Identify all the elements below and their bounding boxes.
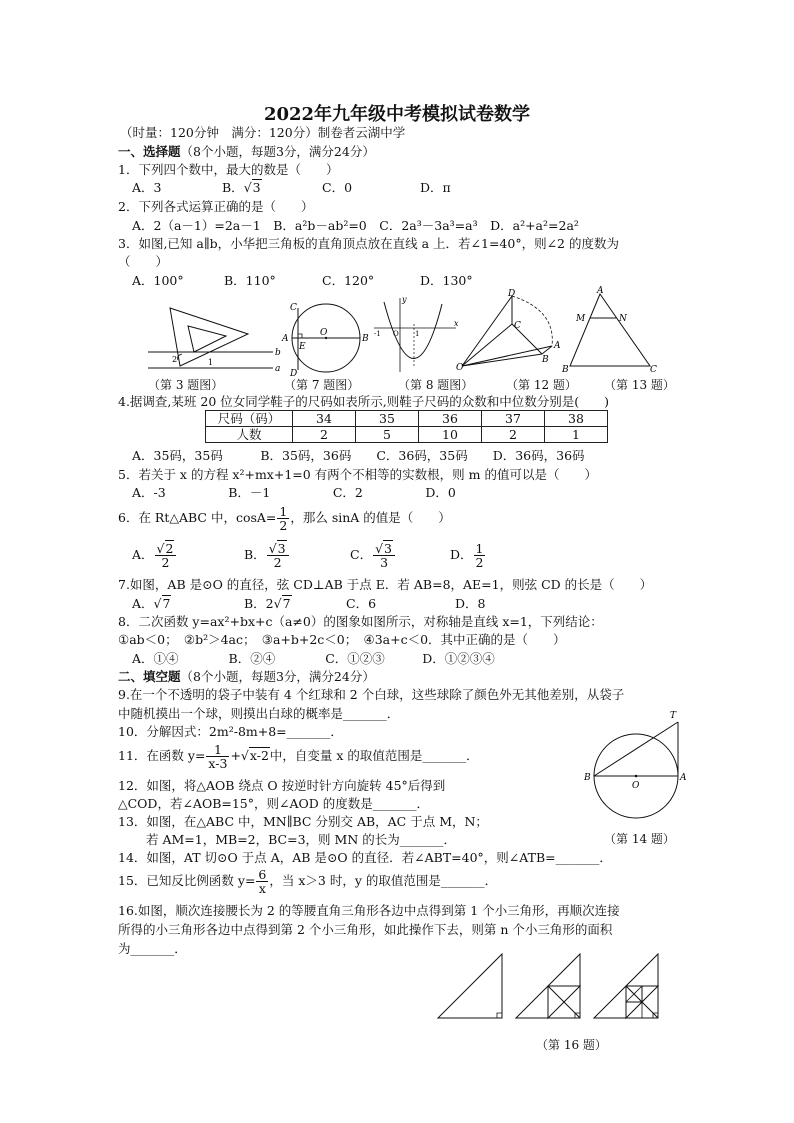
q9-line1: 9.在一个不透明的袋子中装有 4 个红球和 2 个白球，这些球除了颜色外无其他差别，从袋子 <box>118 687 625 702</box>
q1-option-d: D．π <box>420 180 451 195</box>
label-one: 1 <box>415 330 420 338</box>
q1-stem: 1．下列四个数中，最大的数是（ ） <box>118 162 339 177</box>
q9-line2: 中随机摸出一个球，则摸出白球的概率是_______． <box>118 706 400 721</box>
label-N: N <box>619 314 627 324</box>
label-A: A <box>282 334 289 344</box>
figure-q3 <box>148 296 288 376</box>
label-minus-1: -1 <box>374 330 381 338</box>
label-C: C <box>650 365 657 375</box>
q1-option-c: C．0 <box>322 180 353 195</box>
label-B: B <box>542 355 549 365</box>
q3-option-a: A．100° <box>132 273 184 288</box>
figure-q12 <box>456 290 566 372</box>
q16-triangle-1 <box>438 954 502 1018</box>
exam-meta: （时量：120分钟 满分：120分）制卷者云湖中学 <box>120 125 406 140</box>
label-angle-2: 2 <box>172 355 178 364</box>
q3-option-c: C．120° <box>322 273 375 288</box>
q16-line1: 16.如图，顺次连接腰长为 2 的等腰直角三角形各边中点得到第 1 个小三角形，再顺次连接 <box>118 903 620 918</box>
label-y: y <box>402 295 407 304</box>
q1-option-a: A．3 <box>132 180 162 195</box>
q8-statements: ①ab＜0； ②b²＞4ac； ③a+b+2c＜0； ④3a+c＜0．其中正确的是（ ） <box>118 632 566 647</box>
q11-stem: 11．在函数 y= $\frac{1}{x-3}$ +√x-2中，自变量 x 的取值范围是_______． <box>118 742 479 771</box>
q6-option-a: A． $\frac{√2}{2}$ <box>132 540 177 570</box>
q16-line3: 为_______． <box>118 941 187 956</box>
section-2-heading: 二、填空题（8个小题，每题3分，满分24分） <box>118 669 375 684</box>
q6-stem: 6．在 Rt△ABC 中，cosA= $\frac{1}{2}$ ，那么 sinA 的值是（ ） <box>118 504 451 533</box>
caption-q16: （第 16 题） <box>536 1038 607 1052</box>
label-B: B <box>362 334 369 344</box>
label-A: A <box>554 341 561 351</box>
section-1-heading: 一、选择题（8个小题，每题3分，满分24分） <box>118 144 375 159</box>
figure-q16 <box>436 950 666 1022</box>
q7-option-c: C．6 <box>346 596 377 611</box>
label-origin: O <box>393 330 399 338</box>
label-A: A <box>680 773 687 783</box>
q16-triangle-2 <box>516 954 580 1018</box>
q15-stem: 15．已知反比例函数 y= $\frac{6}{x}$ ，当 x＞3 时，y 的取值范围是_______． <box>118 867 498 896</box>
q2-stem: 2．下列各式运算正确的是（ ） <box>118 199 314 214</box>
q6-option-c: C． $\frac{√3}{3}$ <box>350 540 396 570</box>
caption-q8: （第 8 题图） <box>398 378 474 392</box>
q7-stem: 7.如图，AB 是⊙O 的直径，弦 CD⊥AB 于点 E．若 AB=8，AE=1，则弦 CD 的长是（ ） <box>118 577 653 592</box>
q8-stem: 8．二次函数 y=ax²+bx+c（a≠0）的图象如图所示，对称轴是直线 x=1，下列结论： <box>118 614 603 629</box>
label-a: a <box>275 364 281 374</box>
label-A: A <box>597 286 604 296</box>
q14-stem: 14．如图，AT 切⊙O 于点 A，AB 是⊙O 的直径．若∠ABT=40°，则∠ATB=_______． <box>118 850 612 865</box>
caption-q13: （第 13 题） <box>604 378 675 392</box>
caption-q12: （第 12 题） <box>506 378 577 392</box>
label-T: T <box>670 711 677 721</box>
label-b: b <box>275 348 281 358</box>
label-E: E <box>299 342 306 352</box>
q16-triangle-3 <box>594 954 658 1018</box>
q7-option-b: B．2√7 <box>244 596 291 611</box>
q7-option-a: A．√7 <box>132 596 171 611</box>
label-B: B <box>584 773 591 783</box>
q6-option-b: B． $\frac{√3}{2}$ <box>244 540 290 570</box>
q4-options: A．35码，35码 B．35码，36码 C．36码，35码 D．36码，36码 <box>132 448 585 463</box>
page-title: 2022年九年级中考模拟试卷数学 <box>263 104 531 125</box>
q3-paren: （ ） <box>118 254 169 269</box>
q12-line2: △COD，若∠AOB=15°，则∠AOD 的度数是_______． <box>118 796 430 811</box>
table-row: 尺码（码） 34 35 36 37 38 <box>206 411 608 427</box>
q3-option-d: D．130° <box>420 273 473 288</box>
label-O: O <box>320 328 328 338</box>
q8-options: A．①④ B．②④ C．①②③ D．①②③④ <box>132 651 495 666</box>
q12-line1: 12．如图，将△AOB 绕点 O 按逆时针方向旋转 45°后得到 <box>118 778 446 793</box>
q7-option-d: D．8 <box>455 596 486 611</box>
label-O: O <box>632 781 640 791</box>
q13-line2: 若 AM=1，MB=2，BC=3，则 MN 的长为_______． <box>146 832 456 847</box>
q3-option-b: B．110° <box>224 273 276 288</box>
figure-q14 <box>582 706 692 830</box>
label-O: O <box>456 363 464 373</box>
figure-q7 <box>282 300 377 380</box>
q1-option-b: B．√3 <box>222 180 261 195</box>
label-angle-1: 1 <box>208 358 214 367</box>
label-D: D <box>290 369 298 379</box>
caption-q14: （第 14 题） <box>604 832 675 846</box>
q5-stem: 5．若关于 x 的方程 x²+mx+1=0 有两个不相等的实数根，则 m 的值可以是（ ） <box>118 467 597 482</box>
q10-stem: 10．分解因式：2m²-8m+8=_______． <box>118 724 343 739</box>
q2-options: A．2（a－1）=2a－1 B．a²b－ab²=0 C．2a³－3a³=a³ D．a²+a²=2a² <box>132 218 579 233</box>
label-M: M <box>576 314 586 324</box>
q16-line2: 所得的小三角形各边中点得到第 2 个小三角形，如此操作下去，则第 n 个小三角形的面积 <box>118 922 613 937</box>
caption-q3: （第 3 题图） <box>148 378 224 392</box>
label-B: B <box>562 365 569 375</box>
figure-q8 <box>370 294 460 374</box>
table-row: 人数 2 5 10 2 1 <box>206 427 608 443</box>
label-C: C <box>290 303 297 313</box>
figure-q13 <box>562 288 662 374</box>
label-D: D <box>508 289 516 299</box>
label-x: x <box>454 319 459 328</box>
caption-q7: （第 7 题图） <box>284 378 360 392</box>
q6-option-d: D． $\frac{1}{2}$ <box>450 541 484 570</box>
label-C: C <box>514 321 521 331</box>
q4-stem: 4.据调查,某班 20 位女同学鞋子的尺码如表所示,则鞋子尺码的众数和中位数分别是( ) <box>118 394 609 409</box>
q13-line1: 13．如图，在△ABC 中，MN∥BC 分别交 AB，AC 于点 M，N； <box>118 814 488 829</box>
q3-stem: 3．如图,已知 a∥b，小华把三角板的直角顶点放在直线 a 上．若∠1=40°，则∠2 的度数为 <box>118 236 619 251</box>
q4-table <box>205 410 608 443</box>
q5-options: A．-3 B．－1 C．2 D．0 <box>132 485 456 500</box>
